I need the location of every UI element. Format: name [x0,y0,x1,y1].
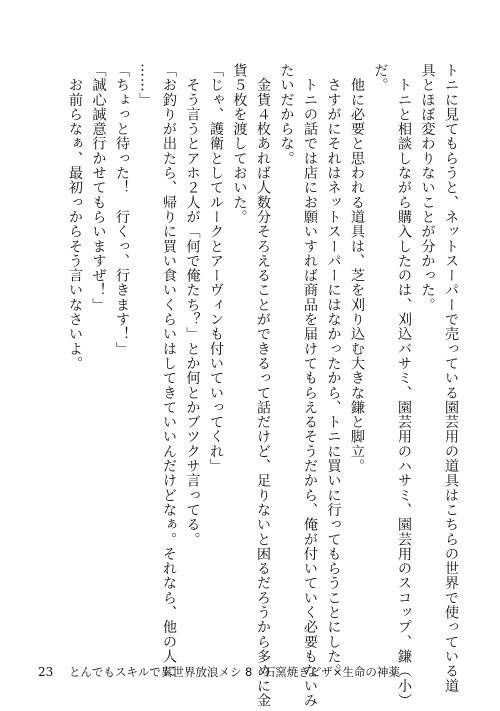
dialogue-line: 「じゃ、護衛としてルークとアーヴィンも付いていってくれ」 [208,63,224,474]
text-line: 具とほぼ変わりないことが分かった。 [419,63,436,313]
text-line: トニと相談しながら購入したのは、刈込バサミ、園芸用のハサミ、園芸用のスコップ、鎌（小） [396,63,412,708]
text-line: 他に必要と思われる道具は、芝を刈り込む大きな鎌と脚立。 [349,63,365,474]
text-line: 貨５枚を渡しておいた。 [231,63,248,225]
text-line: トニに見てもらうと、ネットスーパーで売っている園芸用の道具はこちらの世界で使っている道 [443,63,459,693]
dialogue-line: 「誠心誠意行かせてもらいますぜ！」 [90,63,107,313]
dialogue-line: ……」 [137,63,154,107]
dialogue-line: 「ちょっと待った！ 行くっ、行きます！」 [114,63,130,356]
text-line: さすがにそれはネットスーパーにはなかったから、トニに買いに行ってもらうことにした。 [325,63,342,679]
page-footer [38,664,400,680]
dialogue-line: 「お釣りが出たら、帰りに買い食いくらいはしてきていいんだけどなぁ。それなら、他の人に [161,63,177,679]
running-title: とんでもスキルで異世界放浪メシ 8 石窯焼きピザ×生命の神薬 [68,665,400,679]
text-line: 金貨４枚あれば人数分そろえることができるって話だけど、足りないと困るだろうから多めに金 [255,63,271,708]
text-line: だ。 [372,63,389,93]
text-line: たいだからな。 [278,63,295,166]
text-line: そう言うとアホ２人が「何で俺たち？」とか何とかブツクサ言ってる。 [184,63,201,547]
text-line: トニの話では店にお願いすれば商品を届けてもらえるそうだから、俺が付いていく必要もないみ [302,63,318,708]
text-line: お前らなぁ、最初っからそう言いなさいよ。 [67,63,83,371]
page-number: 23 [38,665,54,679]
